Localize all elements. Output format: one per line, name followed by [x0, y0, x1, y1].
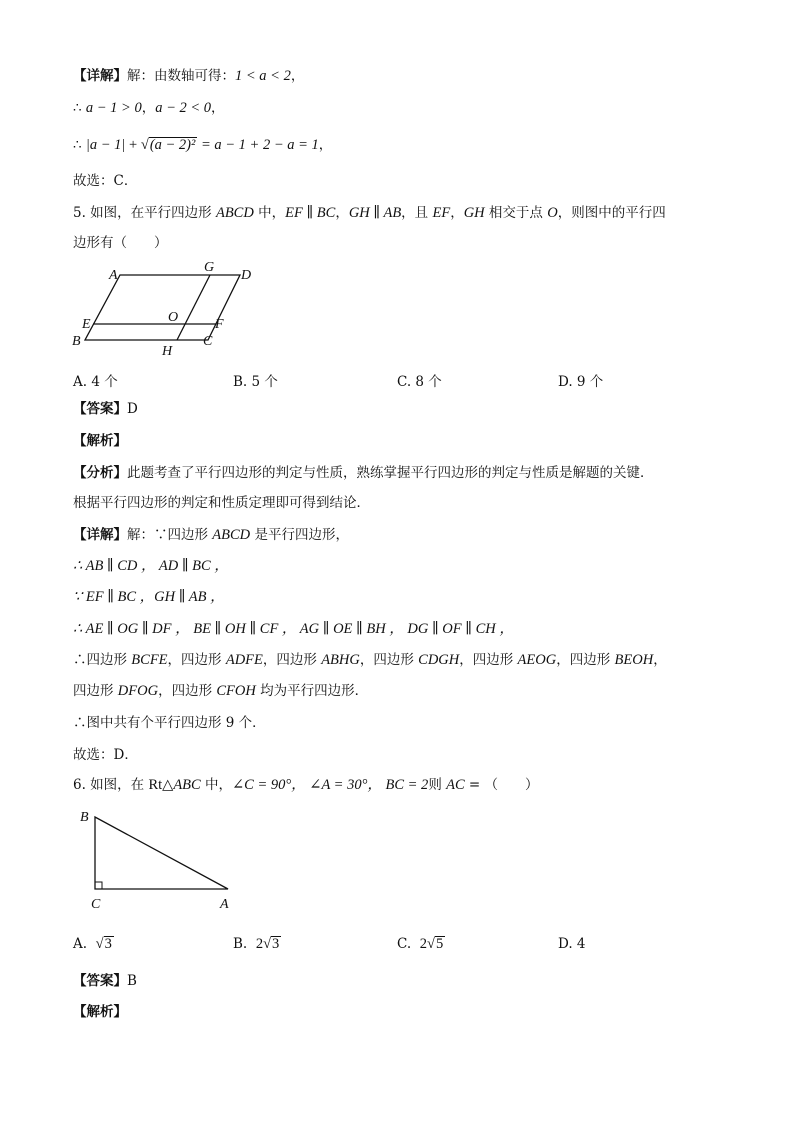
q5-detail-6: 四边形 DFOG，四边形 CFOH 均为平行四边形．: [73, 683, 369, 699]
label-d: D: [241, 268, 252, 283]
q5-option-a: A. 4 个: [73, 374, 118, 390]
q5-stem: 5. 如图，在平行四边形 ABCD 中，EF ∥ BC，GH ∥ AB，且 EF，GH 相交于点 O，则图中的平行四: [73, 205, 666, 221]
q5-fenxi: 【分析】此题考查了平行四边形的判定与性质，熟练掌握平行四边形的判定与性质是解题的关键．: [73, 465, 654, 481]
label-c: C: [91, 897, 101, 912]
q5-detail-5: ∴四边形 BCFE，四边形 ADFE，四边形 ABHG，四边形 CDGH，四边形 AEOG，四边形 BEOH，: [73, 652, 667, 668]
right-angle-mark: [95, 882, 102, 889]
detail-line-2: ∴ a − 1 > 0，a − 2 < 0，: [73, 100, 225, 116]
q5-detail-3: ∵ EF ∥ BC ，GH ∥ AB ，: [73, 589, 225, 605]
segment-gh: [177, 275, 210, 340]
inequality: 1 < a < 2: [235, 68, 291, 84]
answer-choice-line: 故选：C．: [73, 173, 138, 189]
q6-answer: 【答案】B: [73, 973, 137, 989]
detail-line-1: 【详解】解：由数轴可得：1 < a < 2，: [73, 68, 305, 84]
q5-analysis-tag: 【解析】: [73, 433, 127, 449]
q6-option-b: B. 2√3: [233, 936, 280, 952]
triangle-abc: [95, 817, 228, 889]
q5-detail-7: ∴图中共有个平行四边形 9 个．: [73, 715, 266, 731]
q5-option-b: B. 5 个: [233, 374, 278, 390]
label-b: B: [72, 334, 81, 349]
label-h: H: [162, 344, 173, 358]
label-a: A: [220, 897, 229, 912]
q5-choose: 故选：D．: [73, 747, 138, 763]
q6-option-d: D. 4: [558, 936, 586, 952]
q6-analysis-tag: 【解析】: [73, 1004, 127, 1020]
detail-line-3: ∴ |a − 1| + √(a − 2)² = a − 1 + 2 − a = 1，: [73, 137, 333, 153]
label-f: F: [215, 317, 224, 332]
q5-stem-line2: 边形有（ ）: [73, 235, 168, 251]
q5-option-c: C. 8 个: [397, 374, 442, 390]
label-c: C: [203, 334, 213, 349]
label-b: B: [80, 810, 89, 825]
q6-stem: 6. 如图，在 Rt△ABC 中，∠C = 90°， ∠A = 30°， BC = 2则 AC = （ ）: [73, 777, 539, 793]
label-o: O: [168, 310, 179, 325]
q5-fenxi-line2: 根据平行四边形的判定和性质定理即可得到结论．: [73, 495, 370, 511]
q5-detail-2: ∴ AB ∥ CD ， AD ∥ BC ，: [73, 558, 229, 574]
label-e: E: [82, 317, 91, 332]
q5-detail-1: 【详解】解：∵四边形 ABCD 是平行四边形，: [73, 527, 349, 543]
parallelogram-figure: [65, 258, 265, 358]
q5-option-d: D. 9 个: [558, 374, 604, 390]
sqrt-expression: √(a − 2)²: [140, 137, 196, 153]
right-triangle-figure: [70, 804, 245, 914]
q5-detail-4: ∴ AE ∥ OG ∥ DF ， BE ∥ OH ∥ CF ， AG ∥ OE ∥ BH ， DG ∥ OF ∥ CH ，: [73, 621, 514, 637]
q6-option-c: C. 2√5: [397, 936, 444, 952]
detail-tag: 【详解】: [73, 68, 127, 84]
label-a: A: [109, 268, 118, 283]
label-g: G: [204, 260, 215, 275]
q6-option-a: A. √3: [73, 936, 112, 952]
q5-answer: 【答案】D: [73, 401, 138, 417]
